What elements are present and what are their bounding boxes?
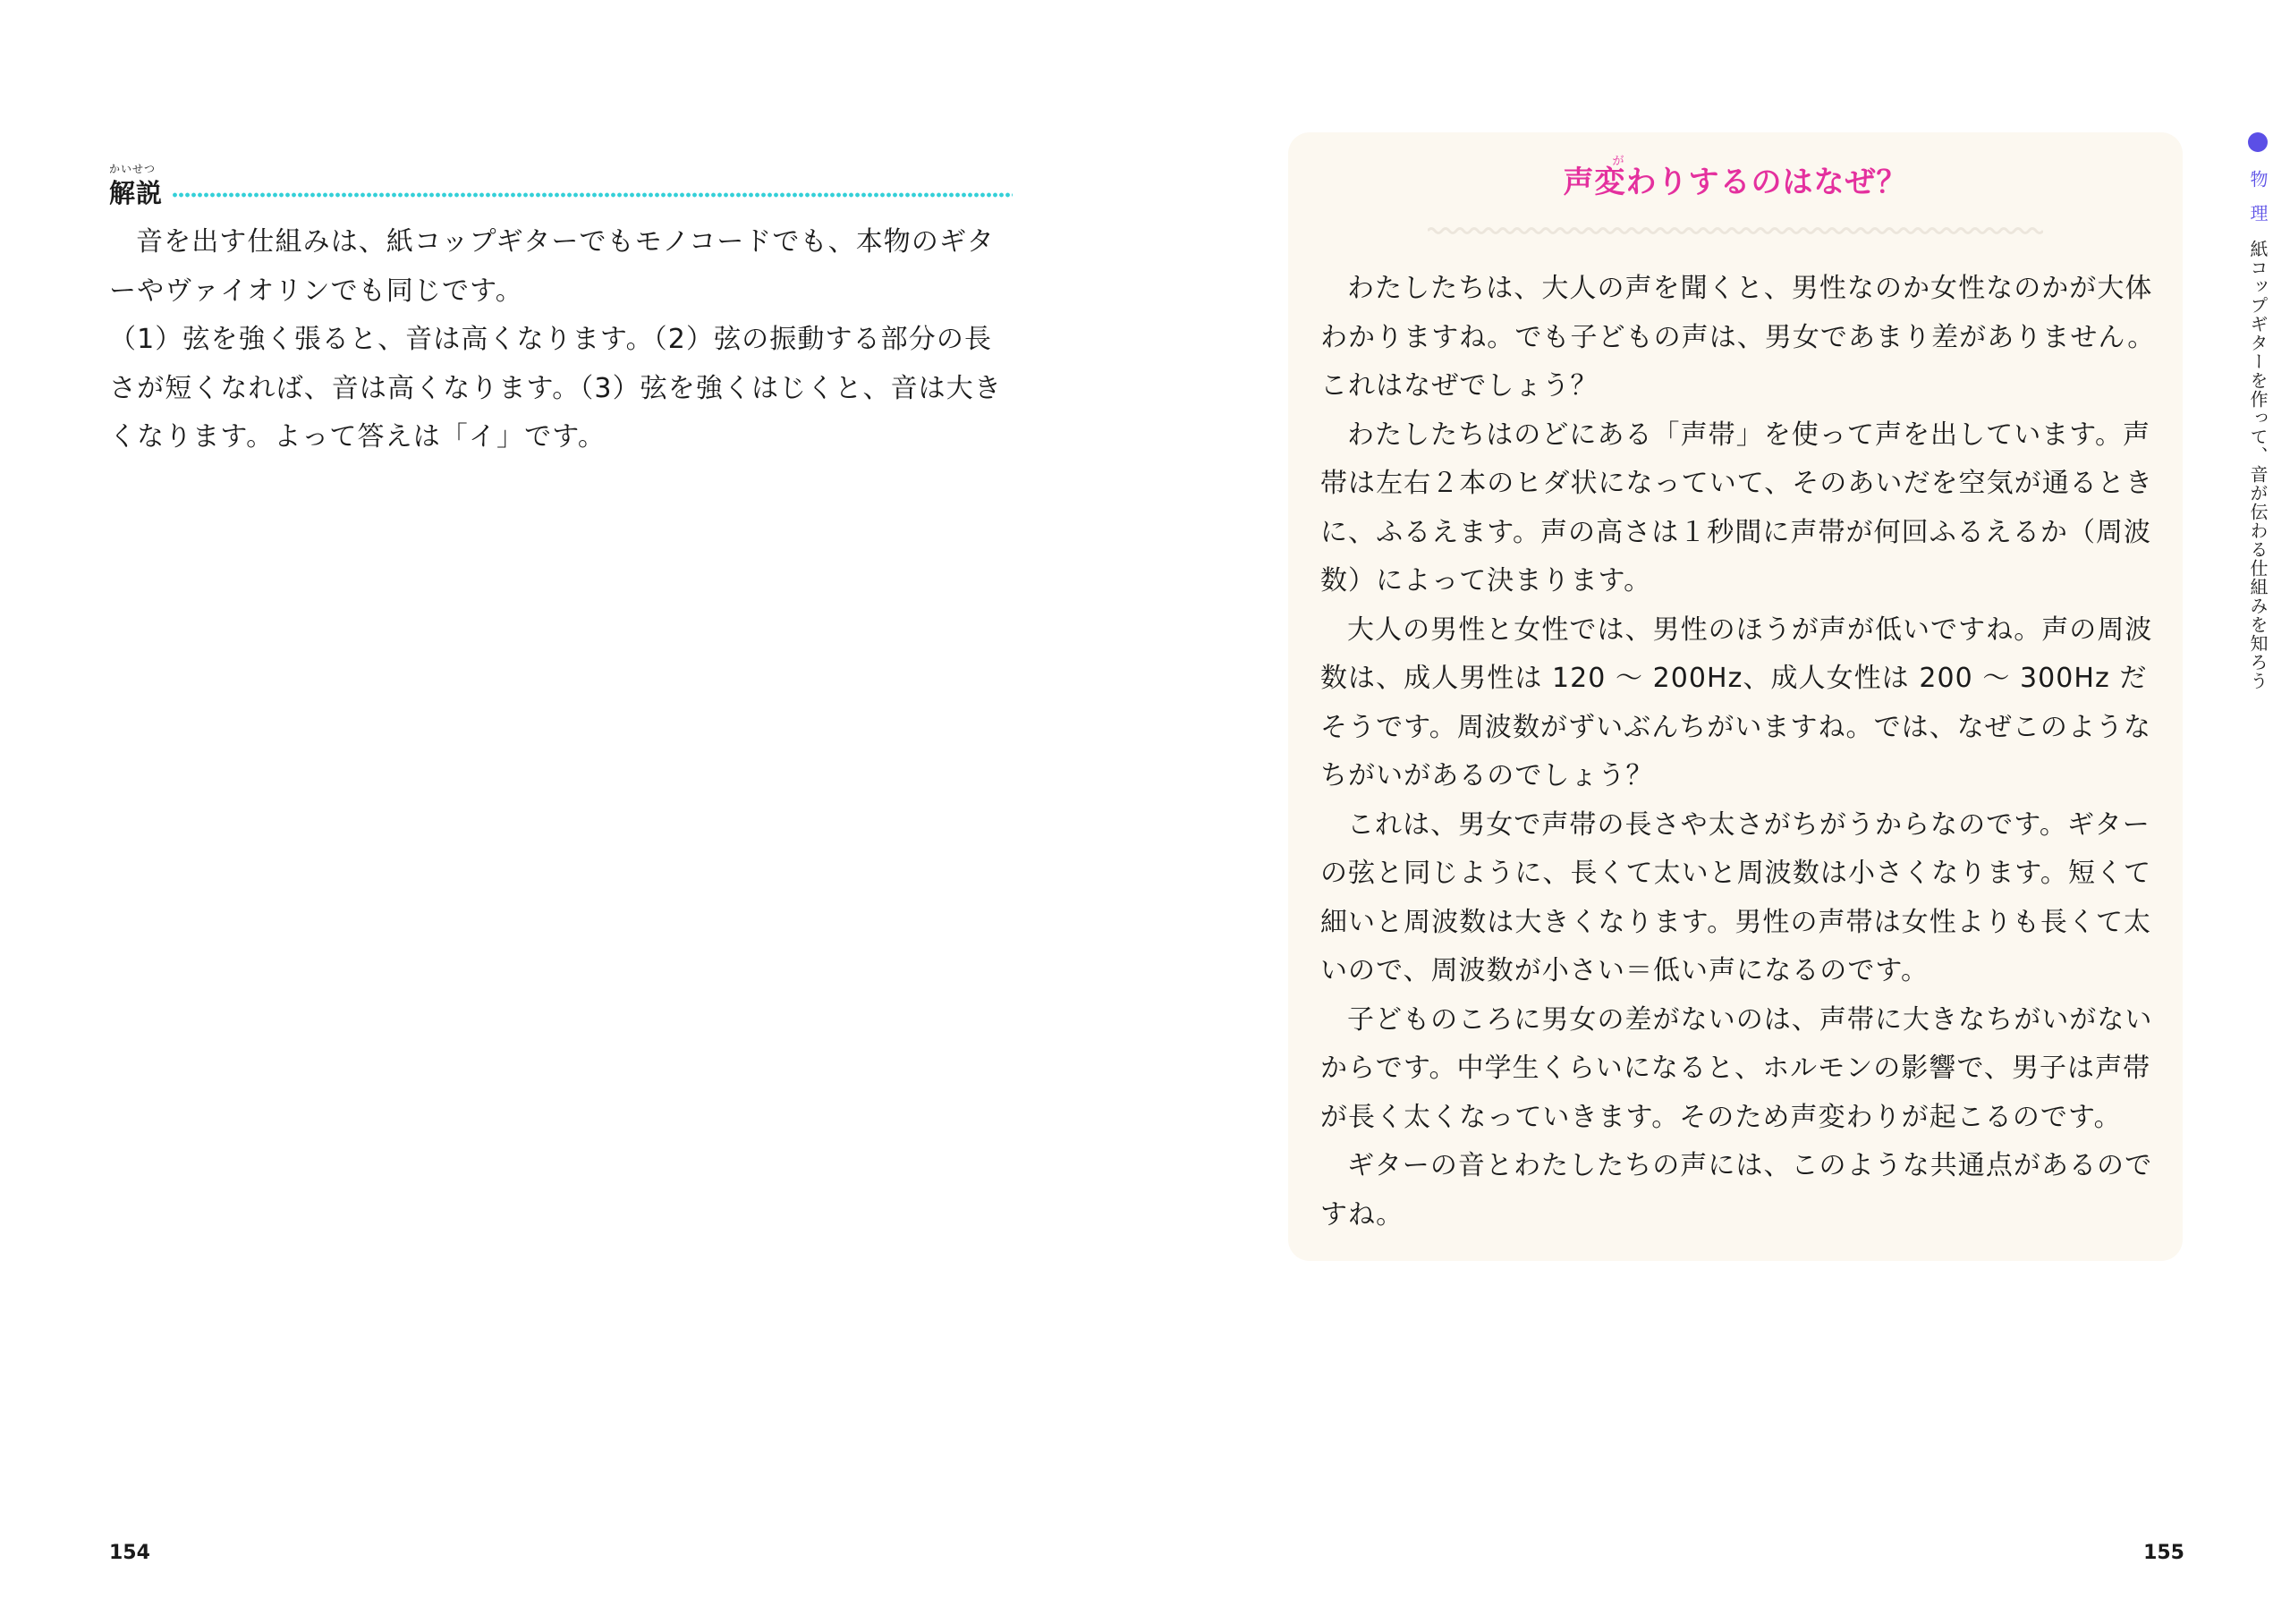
side-tab-category: 物理 xyxy=(2247,170,2269,238)
explanation-paragraph: （1）弦を強く張ると、音は高くなります。（2）弦の振動する部分の長さが短くなれば、音は高くなります。（3）弦を強くはじくと、音は大きくなります。よって答えは「イ」です。 xyxy=(109,324,1002,453)
column-paragraph: 大人の男性と女性では、男性のほうが声が低いですね。声の周波数は、成人男性は 120 〜 200Hz、成人女性は 200 〜 300Hz だそうです。周波数がずいぶんちがいますね。では、なぜこのようなちがいがあるのでしょう？ xyxy=(1320,613,2153,791)
side-tab xyxy=(2240,132,2276,690)
column-box xyxy=(1288,132,2183,1261)
column-title-ruby: が xyxy=(1612,155,1624,168)
side-tab-chapter-title: 紙コップギターを作って、音が伝わる仕組みを知ろう xyxy=(2247,240,2269,690)
page-number-left: 154 xyxy=(109,1542,150,1564)
column-paragraph: わたしたちは、大人の声を聞くと、男性なのか女性なのかが大体わかりますね。でも子どもの声は、男女であまり差がありません。これはなぜでしょう？ xyxy=(1320,273,2156,402)
column-paragraph: わたしたちはのどにある「声帯」を使って声を出しています。声帯は左右２本のヒダ状になっていて、そのあいだを空気が通るときに、ふるえます。声の高さは１秒間に声帯が何回ふるえるか（周波数）によって決まります。 xyxy=(1320,419,2153,596)
explanation-heading-title: 解説 xyxy=(109,178,164,208)
column-title: 声変わりするのはなぜ？ xyxy=(1563,165,1908,200)
wavy-divider xyxy=(1428,225,2043,236)
column-paragraph: ギターの音とわたしたちの声には、このような共通点があるのですね。 xyxy=(1320,1150,2153,1231)
category-dot-icon xyxy=(2248,132,2268,152)
right-page xyxy=(1145,0,2290,1624)
column-paragraph: 子どものころに男女の差がないのは、声帯に大きなちがいがないからです。中学生くらいになると、ホルモンの影響で、男子は声帯が長く太くなっていきます。そのため声変わりが起こるのです。 xyxy=(1320,1003,2153,1133)
explanation-body xyxy=(109,218,1013,462)
dotted-rule xyxy=(172,192,1013,198)
column-paragraph: これは、男女で声帯の長さや太さがちがうからなのです。ギターの弦と同じように、長くて太いと周波数は小さくなります。短くて細いと周波数は大きくなります。男性の声帯は女性よりも長くて太いので、周波数が小さい＝低い声になるのです。 xyxy=(1320,808,2152,986)
page-number-right: 155 xyxy=(2143,1542,2184,1564)
explanation-heading xyxy=(109,163,1013,208)
explanation-paragraph: 音を出す仕組みは、紙コップギターでもモノコードでも、本物のギターやヴァイオリンでも同じです。 xyxy=(109,226,995,307)
column-body xyxy=(1320,265,2167,1239)
explanation-heading-ruby: かいせつ xyxy=(109,163,157,175)
